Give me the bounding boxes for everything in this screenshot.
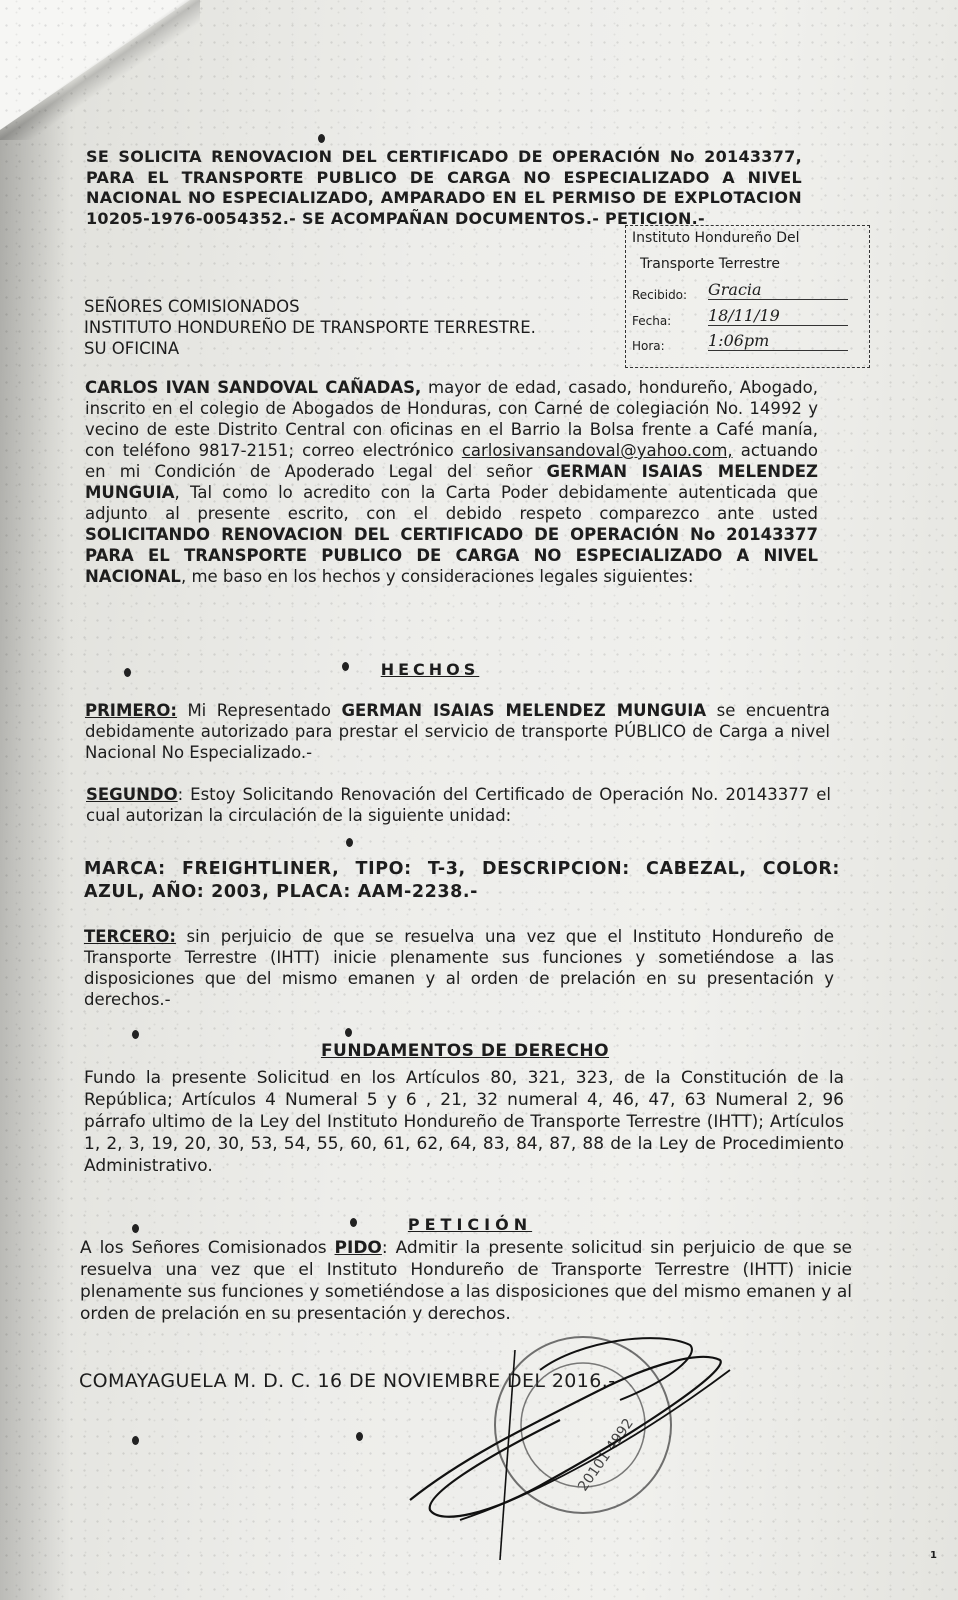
segundo-paragraph [86, 784, 831, 826]
addressee-block [84, 296, 536, 359]
ink-blot [124, 668, 131, 677]
client-name: GERMAN ISAIAS MELENDEZ MUNGUIA [85, 462, 818, 502]
fold-shadow [0, 0, 200, 140]
intro-text-2: actuando en mi Condición de Apoderado Legal del señor [85, 441, 819, 481]
addressee-line-3: SU OFICINA [84, 339, 180, 358]
intro-text-1: mayor de edad, casado, hondureño, Abogado, inscrito en el colegio de Abogados de Honduras, con Carné de colegiación No. 14992 y vecino de este Distrito Central con oficinas en el Barrio la Bolsa frente a Café manía, con teléfono 9817-2151; correo electrónico [85, 378, 818, 460]
ink-blot [356, 1432, 363, 1441]
primero-text-1: Mi Representado [176, 701, 342, 720]
ink-blot [132, 1436, 139, 1445]
ink-blot [345, 1028, 352, 1037]
primero-text-2: se encuentra debidamente autorizado para prestar el servicio de transporte PÚBLICO de Carga a nivel Nacional No Especializado.- [85, 701, 831, 762]
primero-paragraph [85, 700, 830, 763]
reception-stamp [625, 225, 870, 368]
peticion-title: PETICIÓN [407, 1215, 533, 1234]
vehicle-paragraph [84, 858, 840, 904]
ink-blot [318, 134, 325, 143]
peticion-text-1: A los Señores Comisionados [80, 1238, 335, 1258]
pido-label: PIDO [334, 1238, 382, 1258]
ink-blot [132, 1030, 139, 1039]
email-address: carlosivansandoval@yahoo.com, [461, 441, 733, 460]
tercero-label: TERCERO: [84, 927, 176, 946]
scan-shadow [0, 0, 70, 1600]
stamp-fecha-value: 18/11/19 [708, 306, 848, 326]
stamp-fecha-label: Fecha: [632, 314, 672, 328]
primero-label: PRIMERO: [85, 701, 177, 720]
intro-text-4: , me baso en los hechos y consideraciones legales siguientes: [180, 567, 694, 586]
primero-client: GERMAN ISAIAS MELENDEZ MUNGUIA [341, 701, 707, 720]
request-statement: SOLICITANDO RENOVACION DEL CERTIFICADO DE OPERACIÓN No 20143377 PARA EL TRANSPORTE PUBLICO DE CARGA NO ESPECIALIZADO A NIVEL NACIONAL [85, 525, 818, 586]
fundamentos-title: FUNDAMENTOS DE DERECHO [320, 1041, 610, 1061]
segundo-text: : Estoy Solicitando Renovación del Certificado de Operación No. 20143377 el cual autorizan la circulación de la siguiente unidad: [86, 785, 831, 825]
vehicle-details: MARCA: FREIGHTLINER, TIPO: T-3, DESCRIPCION: CABEZAL, COLOR: AZUL, AÑO: 2003, PLACA: AAM-2238.- [84, 859, 840, 902]
tercero-text: sin perjuicio de que se resuelva una vez que el Instituto Hondureño de Transporte Terrestre (IHTT) inicie plenamente sus funciones y sometiéndose a las disposiciones que del mismo emanen y al orden de prelación en su presentación y derechos.- [84, 927, 834, 1009]
seal-number: 20101 4992 [575, 1415, 637, 1495]
stamp-hora-value: 1:06pm [708, 331, 848, 351]
stamp-recibido-value: Gracia [708, 280, 848, 300]
page-number: 1 [930, 1550, 937, 1561]
ink-blot [132, 1224, 139, 1233]
date-place-line: COMAYAGUELA M. D. C. 16 DE NOVIEMBRE DEL 2016.- [79, 1370, 616, 1392]
peticion-text-2: : Admitir la presente solicitud sin perjuicio de que se resuelva una vez que el Instituto Hondureño de Transporte Terrestre (IHTT) inicie plenamente sus funciones y sometiéndose a las disposiciones que del mismo emanen y al orden de prelación en su presentación y derechos. [80, 1238, 853, 1324]
hechos-title: HECHOS [380, 660, 480, 679]
fundamentos-text: Fundo la presente Solicitud en los Artículos 80, 321, 323, de la Constitución de la República; Artículos 4 Numeral 5 y 6 , 21, 32 numeral 4, 46, 47, 63 Numeral 2, 96 párrafo ultimo de la Ley del Instituto Hondureño de Transporte Terrestre (IHTT); Artículos 1, 2, 3, 19, 20, 30, 53, 54, 55, 60, 61, 62, 64, 83, 84, 87, 88 de la Ley de Procedimiento Administrativo. [84, 1068, 844, 1176]
ink-blot [346, 838, 353, 847]
ink-blot [342, 662, 349, 671]
attorney-name: CARLOS IVAN SANDOVAL CAÑADAS, [85, 378, 422, 397]
signature [400, 1310, 760, 1570]
addressee-line-1: SEÑORES COMISIONADOS [84, 297, 300, 316]
stamp-title-1: Instituto Hondureño Del [632, 230, 800, 246]
stamp-title-2: Transporte Terrestre [640, 256, 780, 272]
tercero-paragraph [84, 926, 834, 1010]
ink-blot [350, 1218, 357, 1227]
intro-text-3: , Tal como lo acredito con la Carta Poder debidamente autenticada que adjunto al presente escrito, con el debido respeto comparezco ante usted [85, 483, 818, 523]
segundo-label: SEGUNDO [86, 785, 178, 804]
document-heading: SE SOLICITA RENOVACION DEL CERTIFICADO DE OPERACIÓN No 20143377, PARA EL TRANSPORTE PUBLICO DE CARGA NO ESPECIALIZADO A NIVEL NACIONAL NO ESPECIALIZADO, AMPARADO EN EL PERMISO DE EXPLOTACION 10205-1976-0054352.- SE ACOMPAÑAN DOCUMENTOS.- PETICION.- [86, 147, 802, 228]
addressee-line-2: INSTITUTO HONDUREÑO DE TRANSPORTE TERRESTRE. [84, 318, 536, 337]
intro-paragraph [85, 377, 818, 587]
stamp-recibido-label: Recibido: [632, 288, 688, 302]
fundamentos-paragraph [84, 1067, 844, 1177]
stamp-hora-label: Hora: [632, 339, 665, 353]
